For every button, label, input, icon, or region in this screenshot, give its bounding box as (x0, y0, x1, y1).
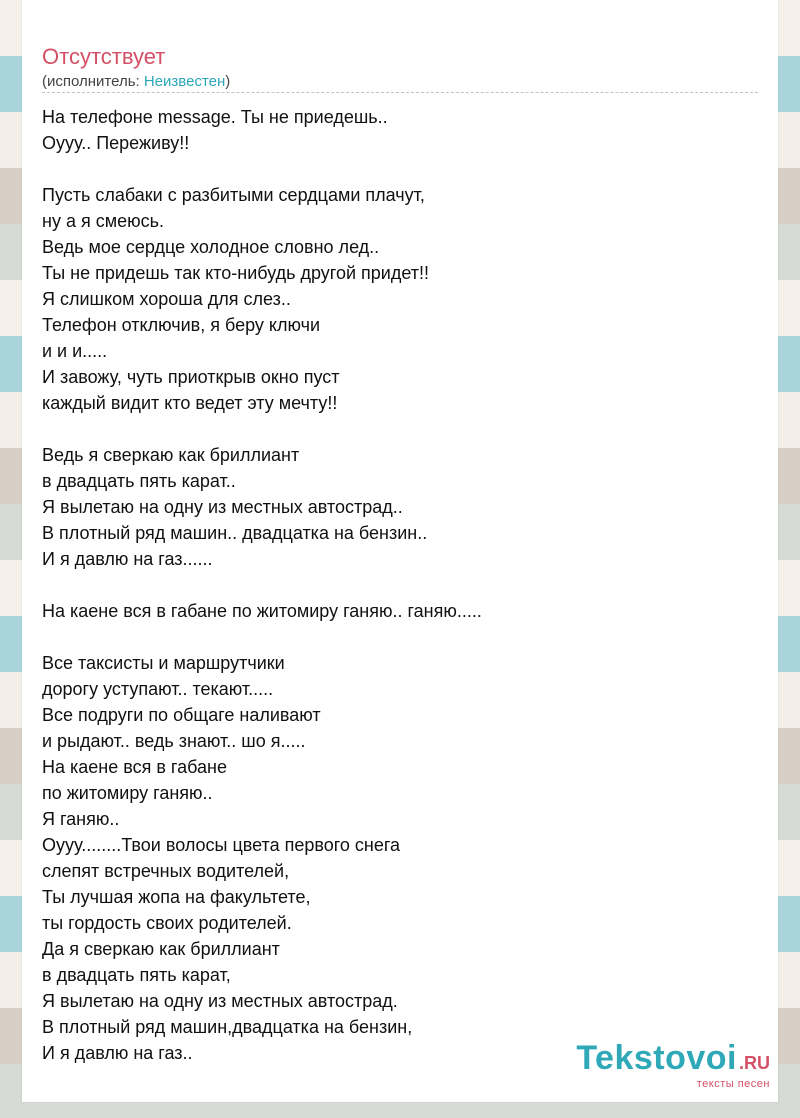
lyric-line: каждый видит кто ведет эту мечту!! (42, 393, 338, 413)
lyric-line: И я давлю на газ.. (42, 1043, 193, 1063)
title-divider (42, 92, 758, 93)
artist-line (42, 73, 230, 91)
lyric-line: Все таксисты и маршрутчики (42, 653, 285, 673)
lyric-line: в двадцать пять карат.. (42, 471, 236, 491)
lyric-line: Все подруги по общаге наливают (42, 705, 321, 725)
site-logo[interactable] (576, 1041, 770, 1090)
lyric-line: Я вылетаю на одну из местных автострад.. (42, 497, 403, 517)
lyric-line: и и и..... (42, 341, 108, 361)
lyric-line: Ведь я сверкаю как бриллиант (42, 445, 300, 465)
lyric-line (42, 416, 758, 442)
lyric-line: и рыдают.. ведь знают.. шо я..... (42, 731, 306, 751)
lyric-line: Оууу.. Переживу!! (42, 133, 190, 153)
artist-suffix: ) (225, 73, 231, 90)
lyric-line: На каене вся в габане (42, 757, 227, 777)
artist-link[interactable]: Неизвестен (143, 73, 226, 90)
lyric-line: Ты лучшая жопа на факультете, (42, 887, 311, 907)
lyric-line: И завожу, чуть приоткрыв окно пуст (42, 367, 340, 387)
artist-prefix: (исполнитель: (42, 73, 144, 90)
lyric-line: Ведь мое сердце холодное словно лед.. (42, 237, 380, 257)
lyric-line: слепят встречных водителей, (42, 861, 290, 881)
lyric-line: Я ганяю.. (42, 809, 120, 829)
lyric-line: по житомиру ганяю.. (42, 783, 213, 803)
lyric-line: Оууу........Твои волосы цвета первого снега (42, 835, 401, 855)
lyric-line: Пусть слабаки с разбитыми сердцами плачут, (42, 185, 425, 205)
lyric-line: ну а я смеюсь. (42, 211, 164, 231)
lyric-line: На каене вся в габане по житомиру ганяю.. ганяю..... (42, 601, 482, 621)
lyric-line: Телефон отключив, я беру ключи (42, 315, 321, 335)
lyric-line: дорогу уступают.. текают..... (42, 679, 274, 699)
lyrics-body (42, 104, 758, 1066)
lyric-line (42, 156, 758, 182)
logo-name: Tekstovoi (576, 1039, 737, 1077)
lyric-line: Ты не придешь так кто-нибудь другой придет!! (42, 263, 430, 283)
lyric-line (42, 572, 758, 598)
lyric-line: Да я сверкаю как бриллиант (42, 939, 280, 959)
lyric-line: Я слишком хороша для слез.. (42, 289, 291, 309)
lyric-line: В плотный ряд машин.. двадцатка на бензин.. (42, 523, 428, 543)
logo-domain: .RU (739, 1053, 770, 1073)
lyric-line: В плотный ряд машин,двадцатка на бензин, (42, 1017, 413, 1037)
lyric-line (42, 624, 758, 650)
lyric-line: Я вылетаю на одну из местных автострад. (42, 991, 398, 1011)
lyric-line: И я давлю на газ...... (42, 549, 213, 569)
logo-tagline: тексты песен (696, 1078, 770, 1090)
song-title: Отсутствует (42, 44, 166, 69)
lyric-line: ты гордость своих родителей. (42, 913, 292, 933)
lyric-line: в двадцать пять карат, (42, 965, 231, 985)
lyric-line: На телефоне message. Ты не приедешь.. (42, 107, 388, 127)
